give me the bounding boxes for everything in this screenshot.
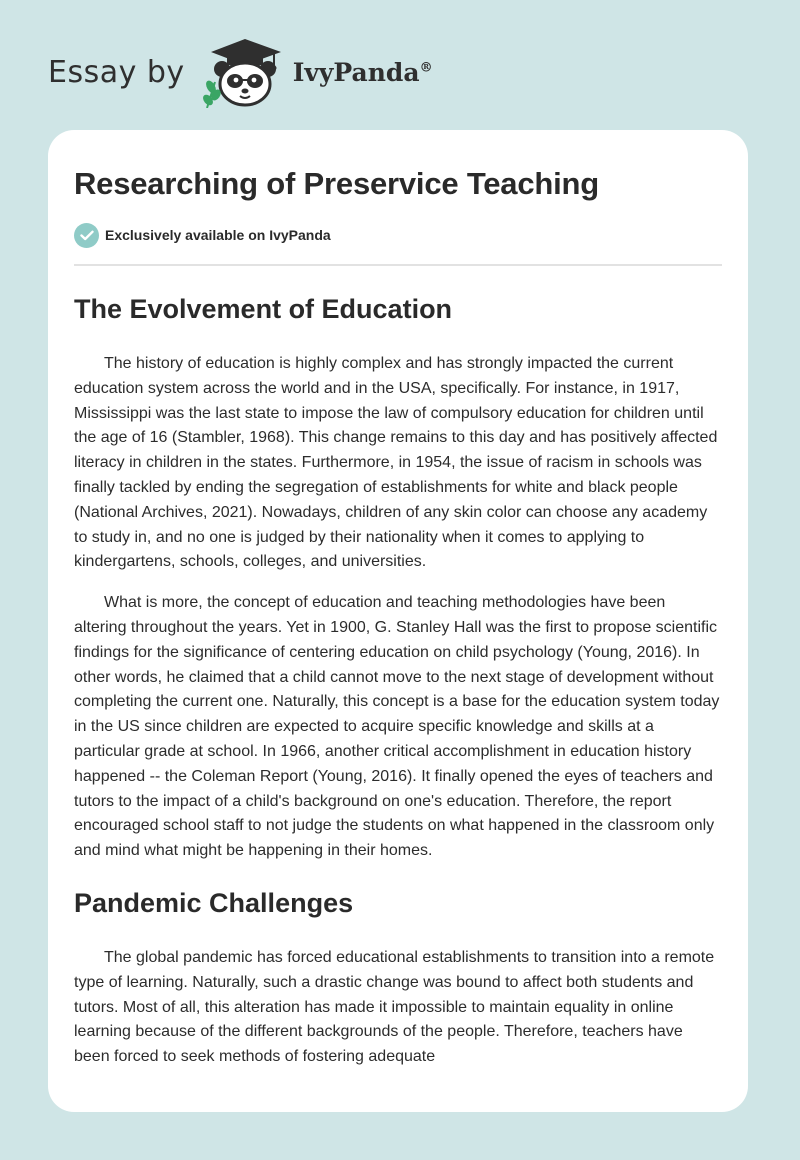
title-divider bbox=[74, 264, 722, 266]
exclusive-badge-label: Exclusively available on IvyPanda bbox=[105, 227, 331, 243]
essay-card bbox=[48, 130, 748, 1112]
essay-title: Researching of Preservice Teaching bbox=[74, 166, 600, 201]
section-heading-evolvement: The Evolvement of Education bbox=[74, 294, 453, 324]
exclusive-badge bbox=[74, 222, 722, 248]
check-icon bbox=[74, 223, 99, 248]
paragraph: The history of education is highly complex and has strongly impacted the current education system across the world and in the USA, specifically. For instance, in 1917, Mississippi was the last state to impose the law of compulsory education for children until the age of 16 (Stambler, 1968). This change remains to this day and has positively affected literacy in children in the states. Furthermore, in 1954, the issue of racism in schools was finally tackled by ending the segregation of establishments for white and black people (National Archives, 2021). Nowadays, children of any skin color can choose any academy to study in, and no one is judged by their nationality when it comes to applying to kindergartens, schools, colleges, and universities. bbox=[74, 355, 718, 571]
paragraph: The global pandemic has forced educational establishments to transition into a remote type of learning. Naturally, such a drastic change was bound to affect both students and tutors. Most of all, this alteration has made it impossible to maintain equality in online learning because of the different backgrounds of the people. Therefore, teachers have been forced to seek methods of fostering adequate bbox=[74, 948, 715, 1066]
section-heading-pandemic: Pandemic Challenges bbox=[74, 887, 354, 918]
essay-by-label: Essay by bbox=[48, 54, 185, 90]
paragraph: What is more, the concept of education and teaching methodologies have been altering throughout the years. Yet in 1900, G. Stanley Hall was the first to propose scientific findings for the significance of centering education on child psychology (Young, 2016). In other words, he claimed that a child cannot move to the next stage of development without completing the current one. Naturally, this concept is a base for the education system today in the US since children are expected to acquire specific knowledge and skills at a particular grade at school. In 1966, another critical accomplishment in education history happened -- the Coleman Report (Young, 2016). It finally opened the eyes of teachers and tutors to the impact of a child's background on one's education. Therefore, the report encouraged school staff to not judge the students on what happened in the classroom only and mind what might be happening in their homes. bbox=[74, 594, 720, 860]
brand-header bbox=[48, 36, 433, 108]
brand-name: IvyPanda® bbox=[292, 57, 433, 87]
panda-graduate-icon bbox=[199, 36, 291, 108]
registered-mark: ® bbox=[419, 60, 433, 76]
